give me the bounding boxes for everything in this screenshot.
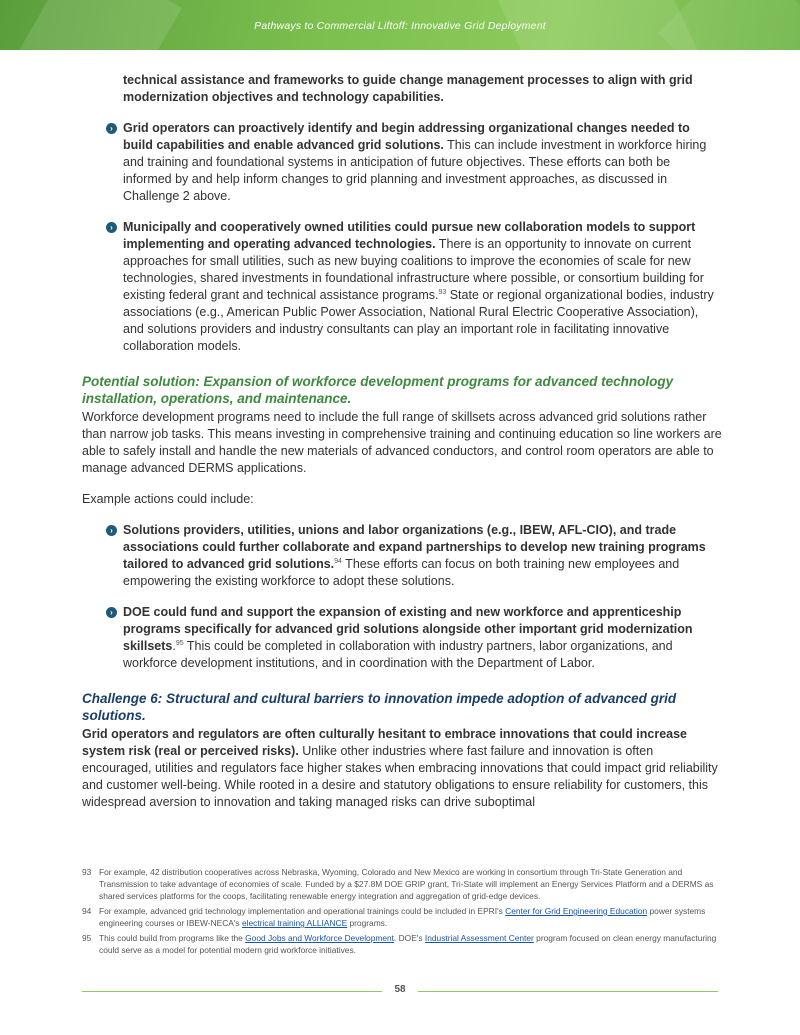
footnote: 95 This could build from programs like the Good Jobs and Workforce Development. DOE's Industrial Assessment Center program focused on clean energy manufacturing could serve as a model for potential modern grid workforce initiatives.: [82, 933, 717, 955]
footer-rule-left: [82, 991, 382, 992]
challenge-heading: Challenge 6: Structural and cultural barriers to innovation impede adoption of advanced grid solutions.: [82, 691, 677, 723]
section-heading: Potential solution: Expansion of workforce development programs for advanced technology installation, operations, and maintenance.: [82, 374, 674, 406]
link-electrical-training-alliance[interactable]: electrical training ALLIANCE: [241, 918, 348, 928]
link-good-jobs[interactable]: Good Jobs and Workforce Development: [245, 933, 394, 943]
list-item: › Solutions providers, utilities, unions and labor organizations (e.g., IBEW, AFL-CIO), and trade associations could further collaborate and expand partnerships to develop new training programs tailored to advanced grid solutions.$^{94}$ These efforts can focus on both training new employees and empowering the existing workforce to adopt these solutions.: [82, 522, 722, 590]
main-content: [82, 72, 722, 825]
lead-paragraph: Example actions could include:: [82, 492, 254, 506]
footnote: 93 For example, 42 distribution cooperatives across Nebraska, Wyoming, Colorado and New Mexico are working in consortium through Tri-State Generation and Transmission to take advantage of economies of scale. Funded by a $27.8M DOE GRIP grant, Tri-State will implement an Energy Services Platform and a DERMS as shared services platforms for the coops, facilitating renewable energy integration and aggregation of grid-edge devices.: [82, 867, 714, 901]
footnotes: [82, 866, 722, 959]
circle-chevron-right-icon: ›: [106, 525, 117, 536]
challenge-paragraph: Grid operators and regulators are often culturally hesitant to embrace innovations that could increase system risk (real or perceived risks). Unlike other industries where fast failure and innovation is often encouraged, utilities and regulators face higher stakes when embracing innovations that could impact grid reliability and customer well-being. While rooted in a desire and statutory obligations to ensure reliability for customers, this widespread aversion to innovation and taking managed risks can drive suboptimal: [82, 727, 718, 809]
intro-paragraph: technical assistance and frameworks to guide change management processes to align with grid modernization objectives and technology capabilities.: [123, 73, 693, 104]
list-item: › DOE could fund and support the expansion of existing and new workforce and apprenticeship programs specifically for advanced grid solutions alongside other important grid modernization skillsets.$^{95}$ This could be completed in collaboration with industry partners, labor organizations, and workforce development institutions, and in coordination with the Department of Labor.: [82, 604, 722, 672]
footer-rule-right: [418, 991, 718, 992]
body-paragraph: Workforce development programs need to include the full range of skillsets across advanced grid solutions rather than narrow job tasks. This means investing in comprehensive training and continuing education so line workers are able to safely install and handle the new materials of advanced conductors, and control room operators are able to manage advanced DERMS applications.: [82, 410, 722, 475]
page-number: 58: [394, 984, 406, 995]
running-header: Pathways to Commercial Liftoff: Innovative Grid Deployment: [254, 20, 546, 32]
header-banner: [0, 0, 800, 50]
footnote: 94 For example, advanced grid technology implementation and operational trainings could be included in EPRI's Center for Grid Engineering Education power systems engineering courses or IBEW-NECA's electrical training ALLIANCE programs.: [82, 906, 706, 928]
list-item: › Grid operators can proactively identify and begin addressing organizational changes needed to build capabilities and enable advanced grid solutions. This can include investment in workforce hiring and training and foundational systems in anticipation of future objectives. These efforts can both be informed by and help inform changes to grid planning and investment approaches, as discussed in Challenge 2 above.: [82, 120, 722, 205]
list-item: › Municipally and cooperatively owned utilities could pursue new collaboration models to support implementing and operating advanced technologies. There is an opportunity to innovate on current approaches for small utilities, such as new buying coalitions to improve the economies of scale for new technologies, shared investments in foundational infrastructure where possible, or consortium building for existing federal grant and technical assistance programs.$^{93}$ State or regional organizational bodies, industry associations (e.g., American Public Power Association, National Rural Electric Cooperative Association), and solutions providers and industry consultants can play an important role in facilitating innovative collaboration models.: [82, 219, 722, 355]
circle-chevron-right-icon: ›: [106, 607, 117, 618]
circle-chevron-right-icon: ›: [106, 123, 117, 134]
link-industrial-assessment-center[interactable]: Industrial Assessment Center: [424, 933, 534, 943]
link-grid-engineering-education[interactable]: Center for Grid Engineering Education: [505, 906, 648, 916]
circle-chevron-right-icon: ›: [106, 222, 117, 233]
